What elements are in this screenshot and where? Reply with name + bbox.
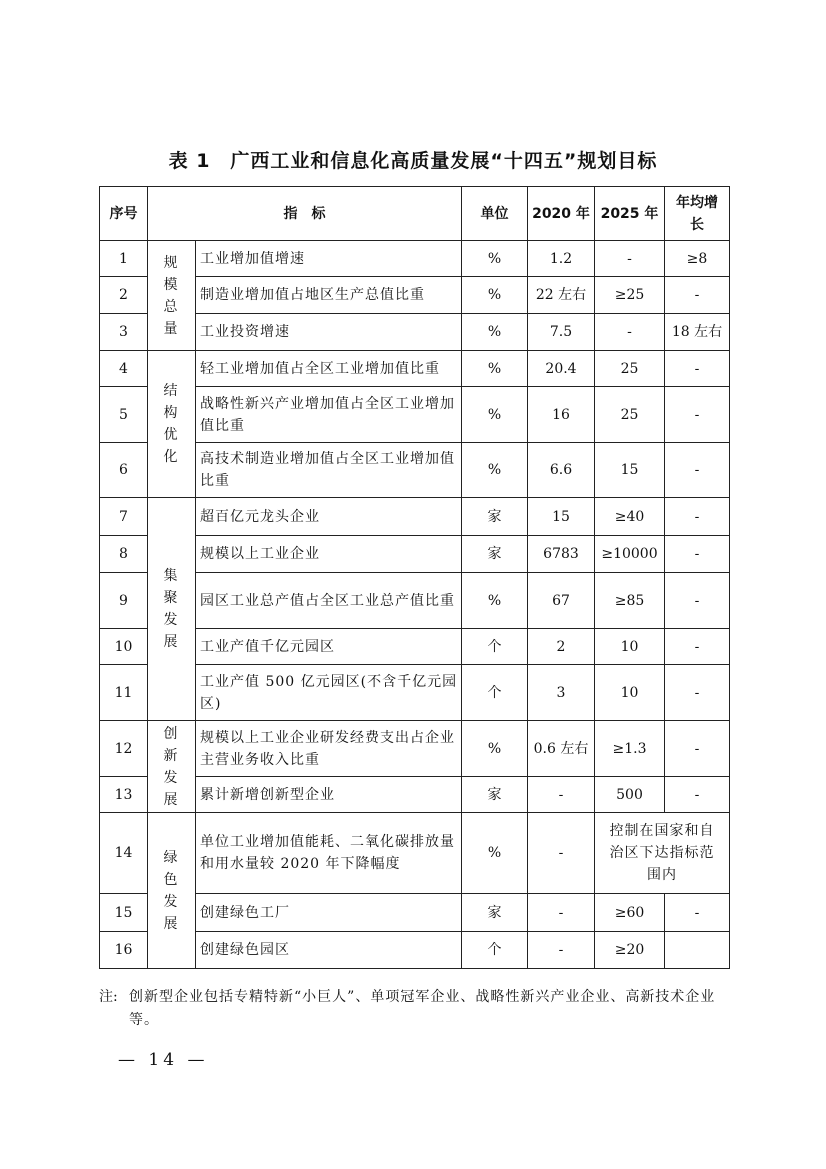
row-number: 9 xyxy=(100,573,148,629)
row-number: 3 xyxy=(100,314,148,351)
unit-cell: 个 xyxy=(462,932,528,969)
value-2020-cell: 0.6 左右 xyxy=(528,721,595,777)
value-2020-cell: 16 xyxy=(528,387,595,443)
table-row xyxy=(100,351,730,387)
value-2020-cell: 2 xyxy=(528,629,595,665)
value-2025-cell: 10 xyxy=(595,665,665,721)
unit-cell: 家 xyxy=(462,536,528,573)
category-innovation: 创新发展 xyxy=(148,721,196,813)
row-number: 10 xyxy=(100,629,148,665)
growth-cell: - xyxy=(665,777,730,813)
unit-cell: % xyxy=(462,387,528,443)
value-2020-cell: - xyxy=(528,777,595,813)
indicator-cell: 轻工业增加值占全区工业增加值比重 xyxy=(196,351,462,387)
row-number: 15 xyxy=(100,894,148,932)
unit-cell: % xyxy=(462,314,528,351)
value-2020-cell: 15 xyxy=(528,498,595,536)
unit-cell: 家 xyxy=(462,498,528,536)
footnote-label: 注: xyxy=(99,989,118,1005)
value-2020-cell: 6.6 xyxy=(528,443,595,498)
value-2025-cell: ≥10000 xyxy=(595,536,665,573)
indicator-cell: 工业增加值增速 xyxy=(196,241,462,277)
indicator-cell: 累计新增创新型企业 xyxy=(196,777,462,813)
row-number: 11 xyxy=(100,665,148,721)
value-2025-cell: ≥85 xyxy=(595,573,665,629)
unit-cell: 个 xyxy=(462,665,528,721)
indicator-cell: 园区工业总产值占全区工业总产值比重 xyxy=(196,573,462,629)
table-header-row xyxy=(100,187,730,241)
value-2020-cell: 20.4 xyxy=(528,351,595,387)
value-2025-cell: ≥40 xyxy=(595,498,665,536)
indicator-cell: 规模以上工业企业 xyxy=(196,536,462,573)
growth-cell: 18 左右 xyxy=(665,314,730,351)
row-number: 6 xyxy=(100,443,148,498)
footnote-text: 创新型企业包括专精特新“小巨人”、单项冠军企业、战略性新兴产业企业、高新技术企业等。 xyxy=(129,989,716,1028)
value-2025-cell: ≥20 xyxy=(595,932,665,969)
row-number: 1 xyxy=(100,241,148,277)
unit-cell: 家 xyxy=(462,894,528,932)
category-scale: 规模总量 xyxy=(148,241,196,351)
growth-cell: - xyxy=(665,536,730,573)
indicator-cell: 工业产值 500 亿元园区(不含千亿元园区) xyxy=(196,665,462,721)
row-number: 8 xyxy=(100,536,148,573)
table-row xyxy=(100,498,730,536)
unit-cell: % xyxy=(462,277,528,314)
unit-cell: 家 xyxy=(462,777,528,813)
category-green: 绿色发展 xyxy=(148,813,196,969)
value-2025-cell: 500 xyxy=(595,777,665,813)
growth-cell: - xyxy=(665,629,730,665)
indicator-cell: 超百亿元龙头企业 xyxy=(196,498,462,536)
row-number: 16 xyxy=(100,932,148,969)
indicator-cell: 单位工业增加值能耗、二氧化碳排放量和用水量较 2020 年下降幅度 xyxy=(196,813,462,894)
header-2020: 2020 年 xyxy=(528,187,595,241)
header-2025: 2025 年 xyxy=(595,187,665,241)
value-2020-cell: 7.5 xyxy=(528,314,595,351)
value-2025-cell: 25 xyxy=(595,387,665,443)
growth-cell xyxy=(665,932,730,969)
growth-cell: - xyxy=(665,573,730,629)
table-title: 表 1 广西工业和信息化高质量发展“十四五”规划目标 xyxy=(168,150,658,172)
growth-cell: - xyxy=(665,894,730,932)
indicator-cell: 工业投资增速 xyxy=(196,314,462,351)
indicator-cell: 制造业增加值占地区生产总值比重 xyxy=(196,277,462,314)
category-structure: 结构优化 xyxy=(148,351,196,498)
value-2020-cell: 6783 xyxy=(528,536,595,573)
header-indicator: 指 标 xyxy=(148,187,462,241)
indicator-cell: 创建绿色园区 xyxy=(196,932,462,969)
value-2025-cell: ≥1.3 xyxy=(595,721,665,777)
value-2025-cell: 15 xyxy=(595,443,665,498)
growth-cell: - xyxy=(665,443,730,498)
value-2025-cell: 控制在国家和自治区下达指标范围内 xyxy=(595,813,730,894)
value-2025-cell: - xyxy=(595,314,665,351)
unit-cell: % xyxy=(462,351,528,387)
unit-cell: % xyxy=(462,721,528,777)
row-number: 4 xyxy=(100,351,148,387)
table-row xyxy=(100,813,730,894)
value-2020-cell: 22 左右 xyxy=(528,277,595,314)
growth-cell: - xyxy=(665,351,730,387)
value-2025-cell: - xyxy=(595,241,665,277)
page-number: — 14 — xyxy=(118,1050,209,1070)
row-number: 5 xyxy=(100,387,148,443)
table-row xyxy=(100,721,730,777)
indicator-cell: 高技术制造业增加值占全区工业增加值比重 xyxy=(196,443,462,498)
header-unit: 单位 xyxy=(462,187,528,241)
indicator-cell: 规模以上工业企业研发经费支出占企业主营业务收入比重 xyxy=(196,721,462,777)
unit-cell: % xyxy=(462,813,528,894)
indicator-cell: 创建绿色工厂 xyxy=(196,894,462,932)
value-2020-cell: 3 xyxy=(528,665,595,721)
unit-cell: 个 xyxy=(462,629,528,665)
value-2020-cell: - xyxy=(528,932,595,969)
unit-cell: % xyxy=(462,443,528,498)
growth-cell: - xyxy=(665,665,730,721)
unit-cell: % xyxy=(462,573,528,629)
header-index: 序号 xyxy=(100,187,148,241)
row-number: 14 xyxy=(100,813,148,894)
value-2025-cell: 25 xyxy=(595,351,665,387)
unit-cell: % xyxy=(462,241,528,277)
growth-cell: - xyxy=(665,277,730,314)
indicator-cell: 工业产值千亿元园区 xyxy=(196,629,462,665)
header-growth: 年均增长 xyxy=(665,187,730,241)
row-number: 12 xyxy=(100,721,148,777)
value-2025-cell: ≥60 xyxy=(595,894,665,932)
table-row xyxy=(100,241,730,277)
indicator-cell: 战略性新兴产业增加值占全区工业增加值比重 xyxy=(196,387,462,443)
value-2025-cell: ≥25 xyxy=(595,277,665,314)
table-footnote xyxy=(99,986,739,1032)
targets-table xyxy=(99,186,730,969)
value-2020-cell: - xyxy=(528,894,595,932)
category-cluster: 集聚发展 xyxy=(148,498,196,721)
growth-cell: - xyxy=(665,498,730,536)
growth-cell: - xyxy=(665,721,730,777)
value-2025-cell: 10 xyxy=(595,629,665,665)
value-2020-cell: - xyxy=(528,813,595,894)
growth-cell: - xyxy=(665,387,730,443)
value-2020-cell: 1.2 xyxy=(528,241,595,277)
row-number: 13 xyxy=(100,777,148,813)
value-2020-cell: 67 xyxy=(528,573,595,629)
row-number: 2 xyxy=(100,277,148,314)
growth-cell: ≥8 xyxy=(665,241,730,277)
row-number: 7 xyxy=(100,498,148,536)
